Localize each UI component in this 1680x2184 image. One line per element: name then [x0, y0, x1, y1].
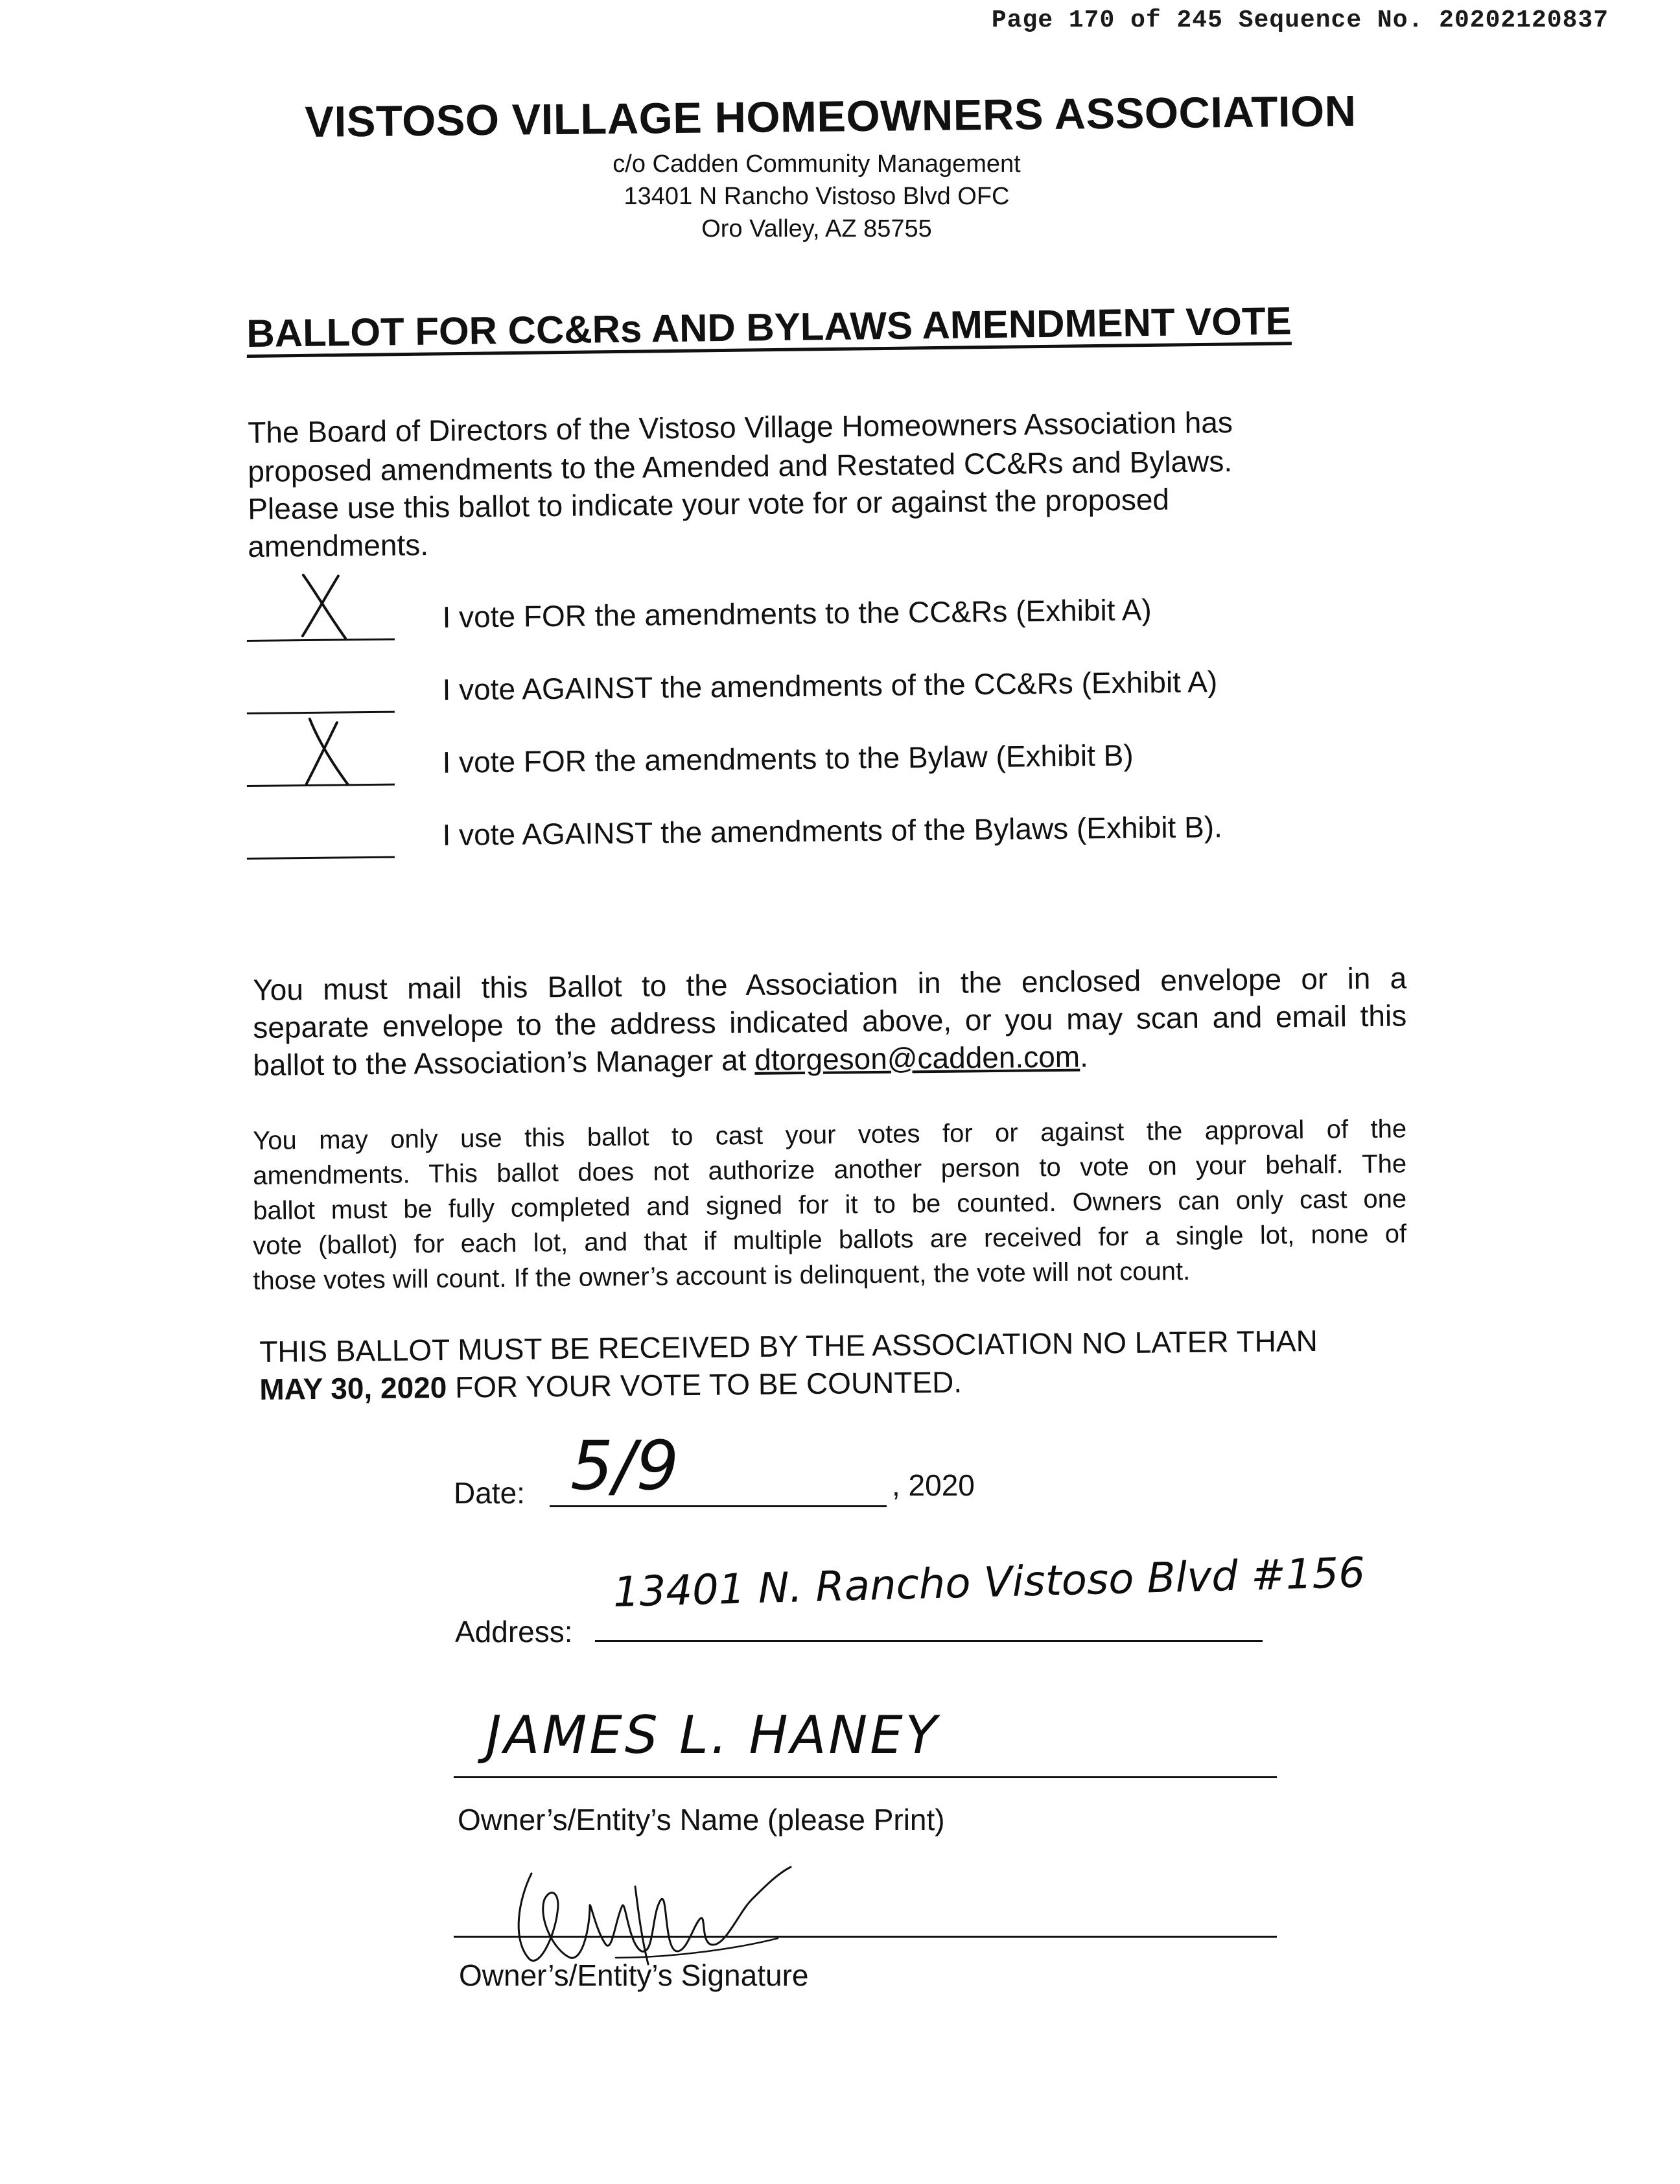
association-care-of: c/o Cadden Community Management	[612, 150, 1021, 178]
x-mark-icon	[292, 570, 357, 642]
vote-option-against-ccrs	[246, 644, 1414, 714]
owner-name-label: Owner’s/Entity’s Name (please Print)	[458, 1803, 945, 1837]
intro-line: proposed amendments to the Amended and Restated CC&Rs and Bylaws.	[248, 444, 1233, 488]
date-field[interactable]	[550, 1505, 887, 1507]
rules-line: vote (ballot) for each lot, and that if multiple ballots are received for a single lot, none of	[253, 1219, 1407, 1260]
association-name: VISTOSO VILLAGE HOMEOWNERS ASSOCIATION	[305, 87, 1357, 147]
vote-blank[interactable]	[247, 711, 395, 714]
deadline-date: MAY 30, 2020	[259, 1370, 447, 1406]
signature-label: Owner’s/Entity’s Signature	[459, 1958, 809, 1992]
deadline-line	[259, 1365, 962, 1407]
vote-label: I vote FOR the amendments to the CC&Rs (Exhibit A)	[442, 593, 1152, 634]
address-handwritten: 13401 N. Rancho Vistoso Blvd #156	[612, 1549, 1366, 1617]
vote-label: I vote FOR the amendments to the Bylaw (Exhibit B)	[442, 738, 1134, 779]
intro-line: Please use this ballot to indicate your vote for or against the proposed	[248, 482, 1170, 526]
address-label: Address:	[455, 1615, 573, 1649]
intro-line: amendments.	[248, 528, 429, 563]
deadline-text: FOR YOUR VOTE TO BE COUNTED.	[447, 1365, 962, 1404]
vote-option-for-ccrs	[246, 571, 1414, 642]
instruction-line: You must mail this Ballot to the Association in the enclosed envelope or in a	[253, 961, 1407, 1007]
rules-line: ballot must be fully completed and signed for it to be counted. Owners can only cast one	[253, 1184, 1407, 1225]
owner-name-handwritten: JAMES L. HANEY	[486, 1705, 940, 1765]
date-label: Date:	[454, 1476, 525, 1510]
association-city-state-zip: Oro Valley, AZ 85755	[701, 215, 932, 242]
rules-line: You may only use this ballot to cast your votes for or against the approval of the	[253, 1114, 1407, 1155]
vote-option-against-bylaws	[246, 789, 1414, 860]
rules-line: those votes will count. If the owner’s account is delinquent, the vote will not count.	[253, 1256, 1191, 1295]
vote-option-for-bylaws	[246, 716, 1414, 787]
vote-label: I vote AGAINST the amendments of the Bylaws (Exhibit B).	[442, 810, 1223, 852]
signature-field[interactable]	[454, 1936, 1277, 1938]
rules-line: amendments. This ballot does not authorize another person to vote on your behalf. The	[253, 1149, 1407, 1190]
vote-blank[interactable]	[247, 856, 395, 860]
association-street: 13401 N Rancho Vistoso Blvd OFC	[624, 183, 1010, 210]
instruction-line: separate envelope to the address indicated above, or you may scan and email this	[253, 998, 1407, 1044]
manager-email-link[interactable]: dtorgeson@cadden.com	[754, 1039, 1080, 1077]
address-field[interactable]	[595, 1640, 1263, 1642]
deadline-line: THIS BALLOT MUST BE RECEIVED BY THE ASSOCIATION NO LATER THAN	[259, 1323, 1318, 1368]
instruction-text: ballot to the Association’s Manager at	[253, 1042, 755, 1082]
x-mark-icon	[292, 716, 357, 788]
intro-line: The Board of Directors of the Vistoso Village Homeowners Association has	[248, 405, 1233, 449]
page-sequence-header: Page 170 of 245 Sequence No. 20202120837	[991, 6, 1609, 34]
date-year: , 2020	[892, 1468, 975, 1502]
date-handwritten: 5/9	[570, 1426, 679, 1505]
owner-name-field[interactable]	[454, 1776, 1277, 1778]
instruction-text: .	[1079, 1039, 1089, 1074]
ballot-title: BALLOT FOR CC&Rs AND BYLAWS AMENDMENT VOTE	[246, 299, 1292, 355]
vote-label: I vote AGAINST the amendments of the CC&Rs (Exhibit A)	[442, 664, 1218, 707]
